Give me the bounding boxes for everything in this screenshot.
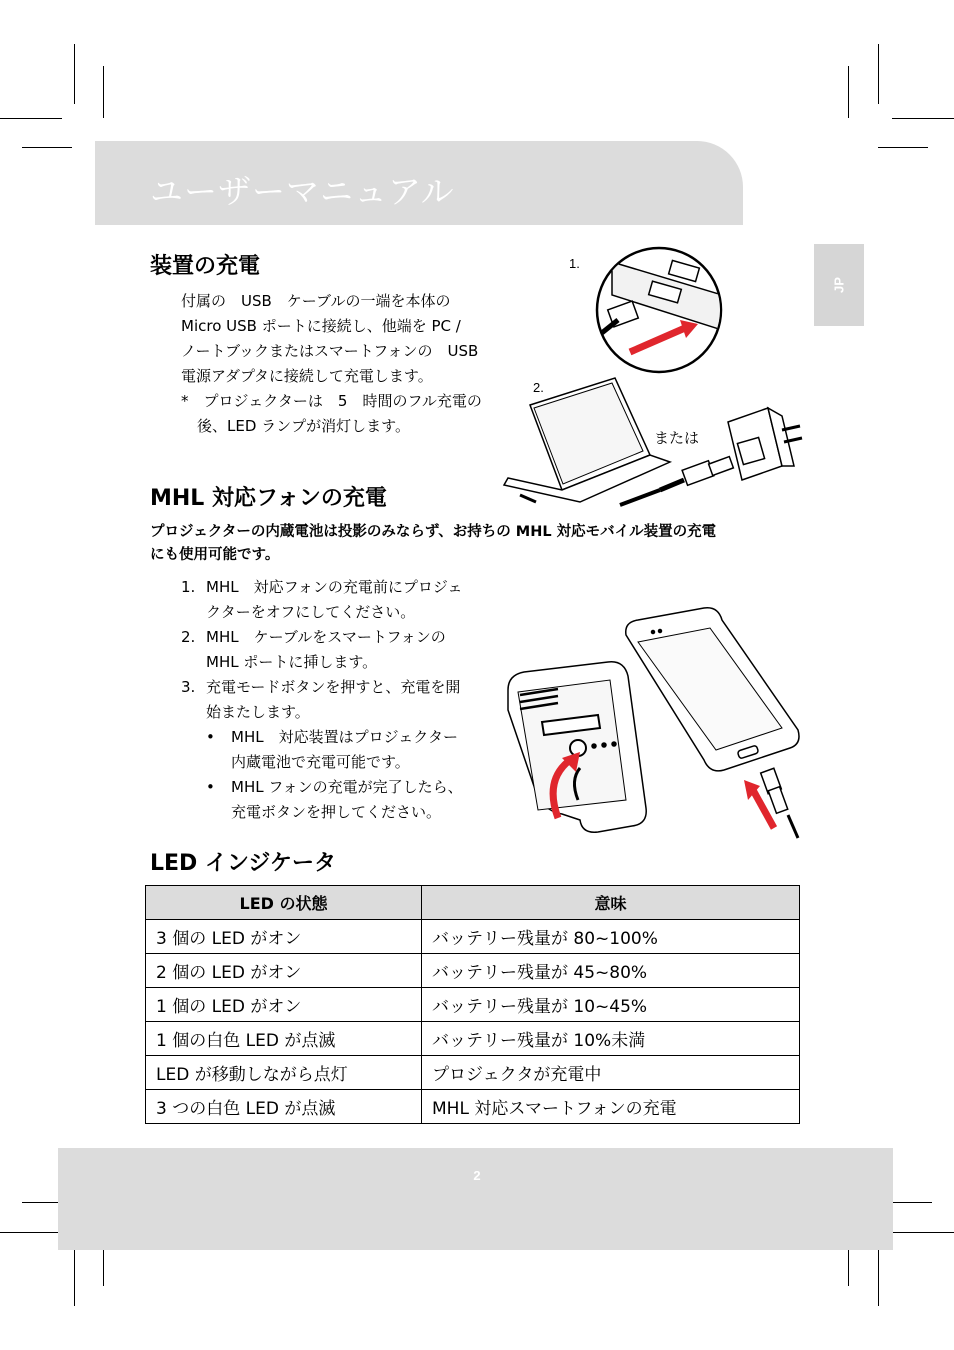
meaning-cell: バッテリー残量が 80~100%: [422, 920, 800, 954]
footer-band: [58, 1148, 893, 1250]
page-title: ユーザーマニュアル: [150, 172, 455, 211]
or-label: または: [654, 429, 700, 447]
figure-step-1-label: 1.: [569, 256, 580, 271]
mhl-bullet: [181, 775, 501, 825]
table-row: [146, 954, 800, 988]
bullet-text: MHL フォンの充電が完了したら、: [231, 778, 463, 796]
table-row: [146, 1022, 800, 1056]
charging-line: ノートブックまたはスマートフォンの USB: [181, 342, 479, 360]
mhl-step: [181, 575, 501, 625]
page-number: 2: [473, 1168, 481, 1183]
bullet-text: 充電ボタンを押してください。: [231, 803, 442, 821]
charging-note-line: * プロジェクターは 5 時間のフル充電の: [181, 392, 482, 410]
led-state-cell: 3 つの白色 LED が点滅: [146, 1090, 422, 1124]
meaning-cell: バッテリー残量が 10~45%: [422, 988, 800, 1022]
mhl-lead-line: プロジェクターの内蔵電池は投影のみならず、お持ちの MHL 対応モバイル装置の充電: [150, 524, 717, 540]
led-state-cell: 1 個の LED がオン: [146, 988, 422, 1022]
step-text: 充電モードボタンを押すと、充電を開: [206, 678, 461, 696]
mhl-lead: [150, 521, 810, 567]
step-number: 3.: [181, 678, 196, 696]
mhl-bullet: [181, 725, 501, 775]
table-header-row: [146, 886, 800, 920]
led-state-cell: 3 個の LED がオン: [146, 920, 422, 954]
table-row: [146, 920, 800, 954]
step-text: クターをオフにしてください。: [206, 603, 416, 621]
table-row: [146, 1056, 800, 1090]
mhl-step: [181, 675, 501, 725]
step-number: 1.: [181, 578, 196, 596]
led-state-cell: 2 個の LED がオン: [146, 954, 422, 988]
projector-drawing: [508, 662, 646, 832]
step-text: MHL 対応フォンの充電前にプロジェ: [206, 578, 463, 596]
led-state-cell: LED が移動しながら点灯: [146, 1056, 422, 1090]
header-led-state: LED の状態: [146, 886, 422, 920]
bullet-text: 内蔵電池で充電可能です。: [231, 753, 410, 771]
section-title-mhl: MHL 対応フォンの充電: [150, 486, 387, 511]
language-tab-label: JP: [831, 277, 847, 293]
meaning-cell: バッテリー残量が 45~80%: [422, 954, 800, 988]
section-title-led: LED インジケータ: [150, 851, 336, 876]
meaning-cell: MHL 対応スマートフォンの充電: [422, 1090, 800, 1124]
bullet-text: MHL 対応装置はプロジェクター: [231, 728, 458, 746]
bullet-dot: •: [206, 778, 215, 796]
table-row: [146, 988, 800, 1022]
meaning-cell: プロジェクタが充電中: [422, 1056, 800, 1090]
meaning-cell: バッテリー残量が 10%未満: [422, 1022, 800, 1056]
section-title-charging: 装置の充電: [150, 254, 261, 279]
step-number: 2.: [181, 628, 196, 646]
figure-step-2-label: 2.: [533, 380, 544, 395]
header-meaning: 意味: [422, 886, 800, 920]
step-text: MHL ポートに挿します。: [206, 653, 378, 671]
language-tab: [814, 244, 864, 326]
charging-line: 電源アダプタに接続して充電します。: [181, 367, 433, 385]
mhl-steps: [181, 575, 501, 825]
laptop-drawing: [504, 378, 670, 502]
step-text: MHL ケーブルをスマートフォンの: [206, 628, 446, 646]
charging-illustration: [500, 240, 810, 510]
step-text: 始またします。: [206, 703, 310, 721]
led-state-cell: 1 個の白色 LED が点滅: [146, 1022, 422, 1056]
bullet-dot: •: [206, 728, 215, 746]
smartphone-drawing: [626, 608, 799, 771]
table-row: [146, 1090, 800, 1124]
mhl-illustration: [498, 600, 808, 845]
power-adapter-drawing: [728, 408, 802, 480]
charging-body: [181, 289, 501, 439]
charging-note-line: 後、LED ランプが消灯します。: [197, 417, 410, 435]
charging-line: Micro USB ポートに接続し、他端を PC /: [181, 317, 461, 335]
led-table: [145, 885, 800, 1124]
charging-line: 付属の USB ケーブルの一端を本体の: [181, 292, 451, 310]
mhl-step: [181, 625, 501, 675]
mhl-lead-line: にも使用可能です。: [150, 547, 280, 563]
mhl-cable-drawing: [761, 768, 798, 838]
